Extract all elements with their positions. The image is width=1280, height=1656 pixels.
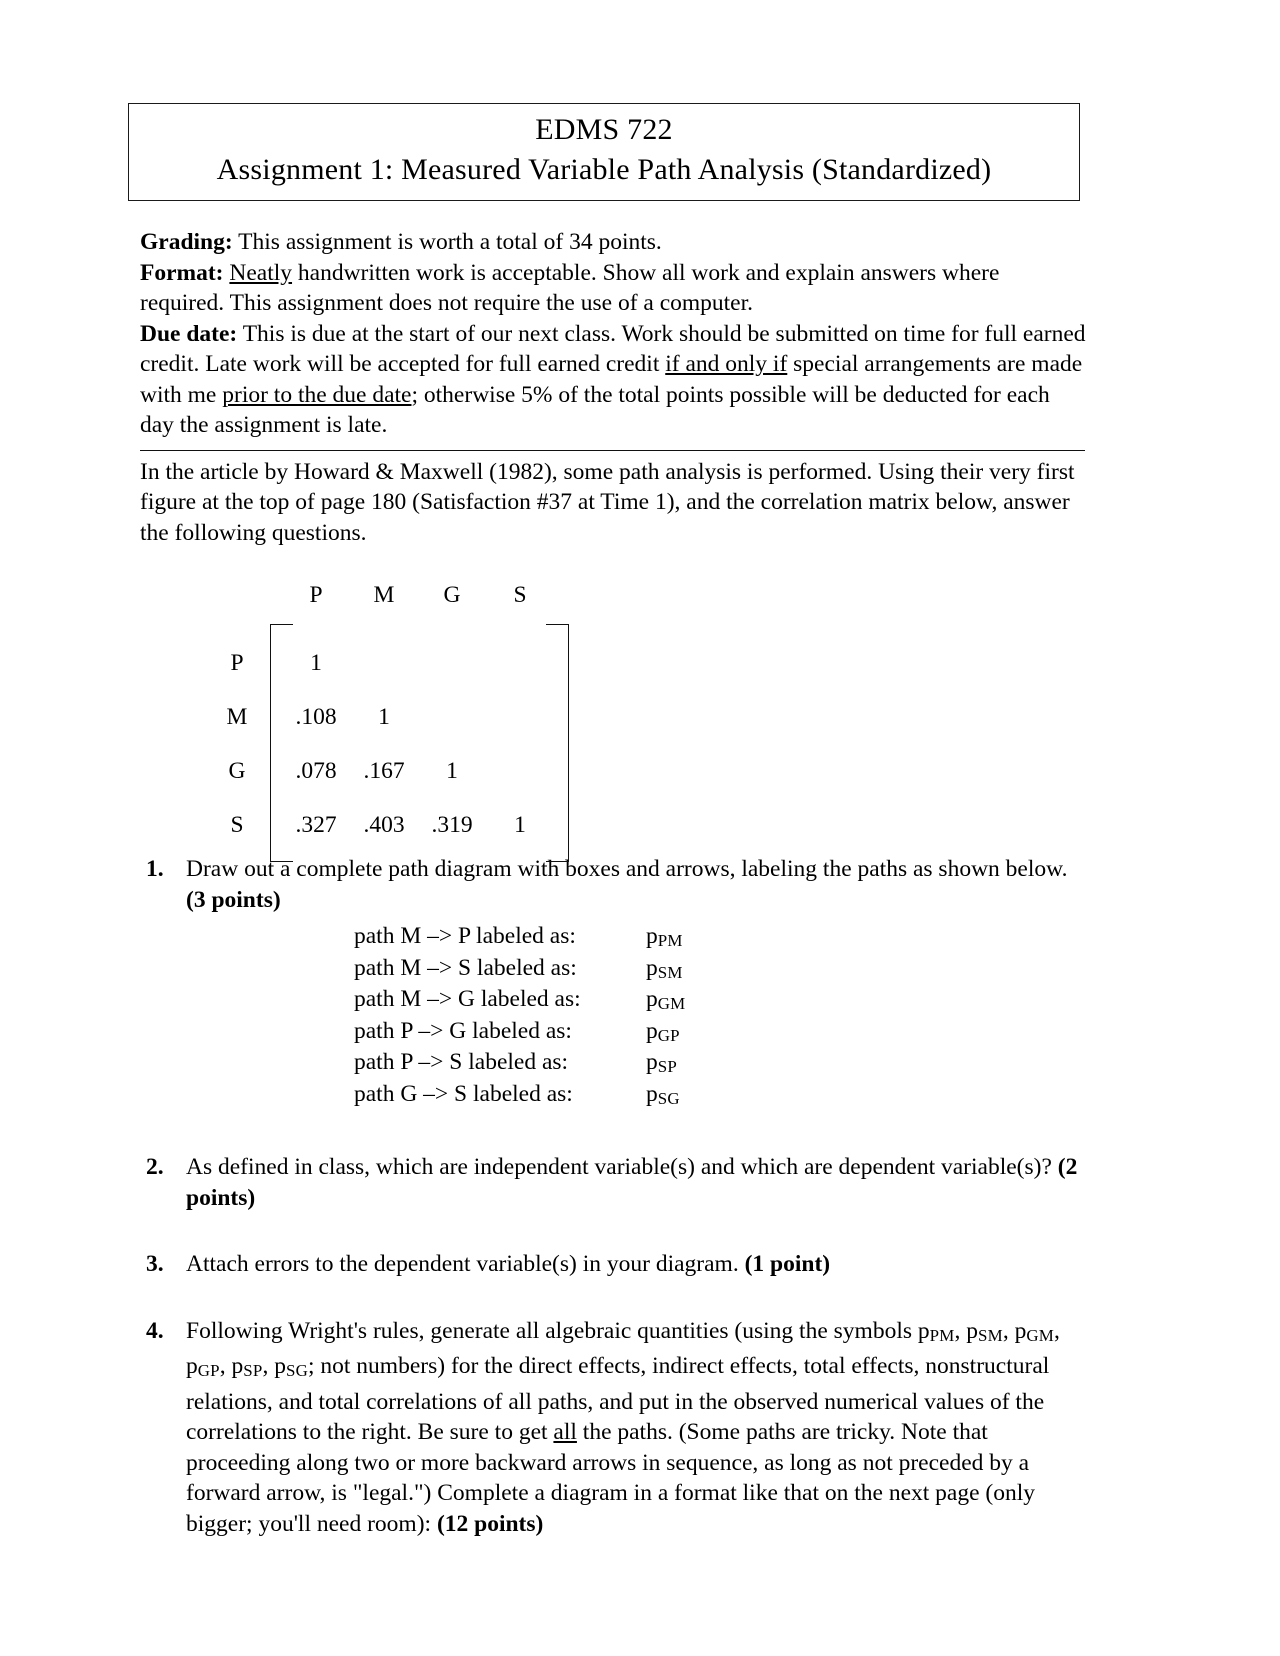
q4-symbol-base: p xyxy=(186,1353,198,1380)
matrix-cell xyxy=(350,650,418,677)
q4-symbol xyxy=(274,1353,308,1379)
path-symbol-subscript: PM xyxy=(657,931,683,951)
q4-symbol-base: p xyxy=(231,1353,244,1380)
page-content xyxy=(140,103,1088,1539)
path-symbol xyxy=(602,1081,680,1113)
path-description: path M –> S labeled as: xyxy=(354,954,577,981)
correlation-matrix xyxy=(208,582,628,862)
question-1-text: Draw out a complete path diagram with boxes and arrows, labeling the paths as shown below. xyxy=(186,856,1068,882)
due-date-underlined-2: prior to the due date xyxy=(222,381,412,408)
matrix-row-label: P xyxy=(230,649,244,676)
question-2-body xyxy=(186,1152,1088,1213)
path-label-item xyxy=(354,955,1088,987)
path-label-list xyxy=(354,923,1088,1112)
due-date-line xyxy=(140,319,1088,441)
matrix-cell: .327 xyxy=(295,811,337,838)
format-label: Format: xyxy=(140,259,224,286)
matrix-row-label: S xyxy=(230,811,244,838)
horizontal-divider xyxy=(140,450,1085,451)
path-symbol xyxy=(602,986,685,1018)
path-description: path P –> S labeled as: xyxy=(354,1049,569,1076)
path-description: path P –> G labeled as: xyxy=(354,1017,572,1044)
q4-separator: , xyxy=(1053,1317,1060,1344)
path-symbol-subscript: SG xyxy=(657,1088,680,1108)
matrix-cell xyxy=(418,704,486,731)
q4-separator: , xyxy=(262,1353,275,1380)
path-description: path G –> S labeled as: xyxy=(354,1080,573,1107)
path-symbol-subscript: SM xyxy=(657,962,683,982)
path-label-item xyxy=(354,1081,1088,1113)
format-text: handwritten work is acceptable. Show all work and explain answers where required. This assignment does not require the use of a computer. xyxy=(140,259,1000,316)
matrix-cell: 1 xyxy=(310,649,322,676)
q4-symbol-base: p xyxy=(917,1317,930,1344)
matrix-col-header: G xyxy=(443,582,461,608)
question-4-text-segment-3: the paths. (Some paths are tricky. Note that proceeding along two or more backward arrows in sequence, as long as not preceded by a forward arrow, is "legal.") Complete a diagram in a format like that on the next page (only bigger; you'll need room): xyxy=(186,1419,1036,1537)
matrix-cell: .167 xyxy=(363,757,405,784)
path-symbol-base: p xyxy=(646,986,658,1013)
question-1-number: 1. xyxy=(146,856,164,882)
path-description: path M –> G labeled as: xyxy=(354,986,581,1013)
question-3-text-line xyxy=(186,1249,1088,1280)
path-symbol-subscript: GP xyxy=(657,1025,680,1045)
matrix-row-cells xyxy=(266,650,554,677)
matrix-cell: 1 xyxy=(378,703,390,730)
matrix-cell: .108 xyxy=(295,703,337,730)
question-2-text-line xyxy=(186,1152,1088,1213)
question-4-body xyxy=(186,1316,1088,1540)
path-symbol-base: p xyxy=(646,1080,658,1107)
matrix-row-label: G xyxy=(228,757,246,784)
q4-symbol-subscript: SG xyxy=(285,1361,308,1381)
q4-separator: , xyxy=(219,1353,232,1380)
question-1 xyxy=(140,854,1088,1112)
question-4-points: (12 points) xyxy=(436,1510,544,1537)
question-3-points: (1 point) xyxy=(744,1251,831,1278)
matrix-row-cells xyxy=(266,704,554,731)
question-1-body xyxy=(186,854,1088,1112)
question-1-points: (3 points) xyxy=(186,886,281,913)
path-label-item xyxy=(354,923,1088,955)
correlation-matrix-block xyxy=(140,582,1088,838)
due-date-text-1: This is due at the start of our next class. Work should be submitted on time for full earned credit. Late work will be accepted for full earned credit xyxy=(140,320,1086,377)
matrix-cell xyxy=(486,650,554,677)
path-symbol-base: p xyxy=(646,1017,658,1044)
path-symbol xyxy=(602,1018,680,1050)
q4-symbol-subscript: GM xyxy=(1026,1325,1054,1345)
path-label-item xyxy=(354,986,1088,1018)
q4-symbol-base: p xyxy=(966,1317,978,1344)
grading-line xyxy=(140,227,1088,258)
question-3-number: 3. xyxy=(146,1251,164,1278)
q4-separator: , xyxy=(1002,1317,1015,1344)
matrix-body xyxy=(208,624,628,862)
matrix-left-bracket xyxy=(270,624,293,862)
matrix-col-header: M xyxy=(373,582,395,608)
matrix-cell: .319 xyxy=(431,811,473,838)
matrix-column-headers xyxy=(208,582,628,612)
q4-symbol xyxy=(186,1353,220,1379)
path-symbol-base: p xyxy=(646,1049,658,1076)
path-description: path M –> P labeled as: xyxy=(354,923,576,949)
question-2-text: As defined in class, which are independent variable(s) and which are dependent variable(s)? xyxy=(186,1154,1058,1181)
matrix-cell xyxy=(418,650,486,677)
q4-symbol-base: p xyxy=(1014,1317,1027,1344)
q4-symbol xyxy=(918,1318,955,1344)
question-1-text-line xyxy=(186,854,1088,915)
format-underlined-word: Neatly xyxy=(229,259,293,286)
course-title: EDMS 722 xyxy=(535,113,673,146)
question-3 xyxy=(140,1249,1088,1280)
path-symbol-base: p xyxy=(646,954,658,981)
path-label-item xyxy=(354,1049,1088,1081)
due-date-text-3: ; otherwise 5% of the total points possible will be deducted for each day the assignment is late. xyxy=(140,381,1050,438)
path-symbol xyxy=(602,955,683,987)
matrix-row-cells xyxy=(266,812,554,839)
due-date-text-2: special arrangements are made with me xyxy=(140,351,1083,408)
matrix-cell xyxy=(486,758,554,785)
q4-symbol-base: p xyxy=(274,1353,286,1380)
title-box xyxy=(128,103,1080,201)
question-4-text-segment-2: ; not numbers) for the direct effects, indirect effects, total effects, nonstructural relations, and total correlations of all paths, and put in the observed numerical values of the correlations to the right. Be sure to get xyxy=(186,1353,1050,1446)
path-symbol-subscript: SP xyxy=(657,1057,677,1077)
grading-text: This assignment is worth a total of 34 points. xyxy=(238,229,662,255)
question-2 xyxy=(140,1152,1088,1213)
question-4-text-line xyxy=(186,1316,1088,1540)
matrix-cell: .078 xyxy=(295,757,337,784)
question-4 xyxy=(140,1316,1088,1540)
question-2-points: (2 points) xyxy=(186,1154,1078,1211)
path-symbol-subscript: GM xyxy=(657,994,686,1014)
question-3-body xyxy=(186,1249,1088,1280)
path-symbol xyxy=(602,1049,677,1081)
matrix-right-bracket xyxy=(546,624,569,862)
path-label-item xyxy=(354,1018,1088,1050)
path-symbol-base: p xyxy=(646,923,658,949)
matrix-col-header: S xyxy=(513,582,527,608)
q4-separator: , xyxy=(954,1317,967,1344)
matrix-cell: 1 xyxy=(514,811,526,838)
question-3-text: Attach errors to the dependent variable(s) in your diagram. xyxy=(186,1251,745,1278)
q4-symbol xyxy=(232,1353,263,1379)
grading-label: Grading: xyxy=(140,229,233,255)
path-symbol xyxy=(602,923,683,955)
article-paragraph: In the article by Howard & Maxwell (1982), some path analysis is performed. Using their very first figure at the top of page 180 (Satisfaction #37 at Time 1), and the correlation matrix below, answer the following questions. xyxy=(140,458,1075,546)
q4-symbol xyxy=(1015,1318,1054,1344)
matrix-col-header: P xyxy=(309,582,323,608)
q4-symbol-subscript: SM xyxy=(977,1325,1003,1345)
due-date-label: Due date: xyxy=(140,320,238,347)
matrix-row-cells xyxy=(266,758,554,785)
due-date-underlined-1: if and only if xyxy=(665,351,788,377)
matrix-cell xyxy=(486,704,554,731)
matrix-cell: 1 xyxy=(446,757,458,784)
assignment-info xyxy=(140,227,1088,441)
assignment-title: Assignment 1: Measured Variable Path Analysis (Standardized) xyxy=(216,153,992,186)
question-4-text-segment-1: Following Wright's rules, generate all algebraic quantities (using the symbols xyxy=(186,1317,918,1344)
question-4-underlined-word: all xyxy=(553,1419,577,1446)
question-2-number: 2. xyxy=(146,1154,164,1181)
question-4-number: 4. xyxy=(146,1317,164,1344)
q4-symbol-subscript: SP xyxy=(243,1361,263,1381)
q4-symbol xyxy=(966,1318,1003,1344)
format-line xyxy=(140,258,1088,319)
matrix-cell: .403 xyxy=(363,811,405,838)
q4-symbol-subscript: GP xyxy=(197,1361,220,1381)
q4-symbol-subscript: PM xyxy=(929,1325,955,1345)
matrix-row-label: M xyxy=(226,703,248,730)
